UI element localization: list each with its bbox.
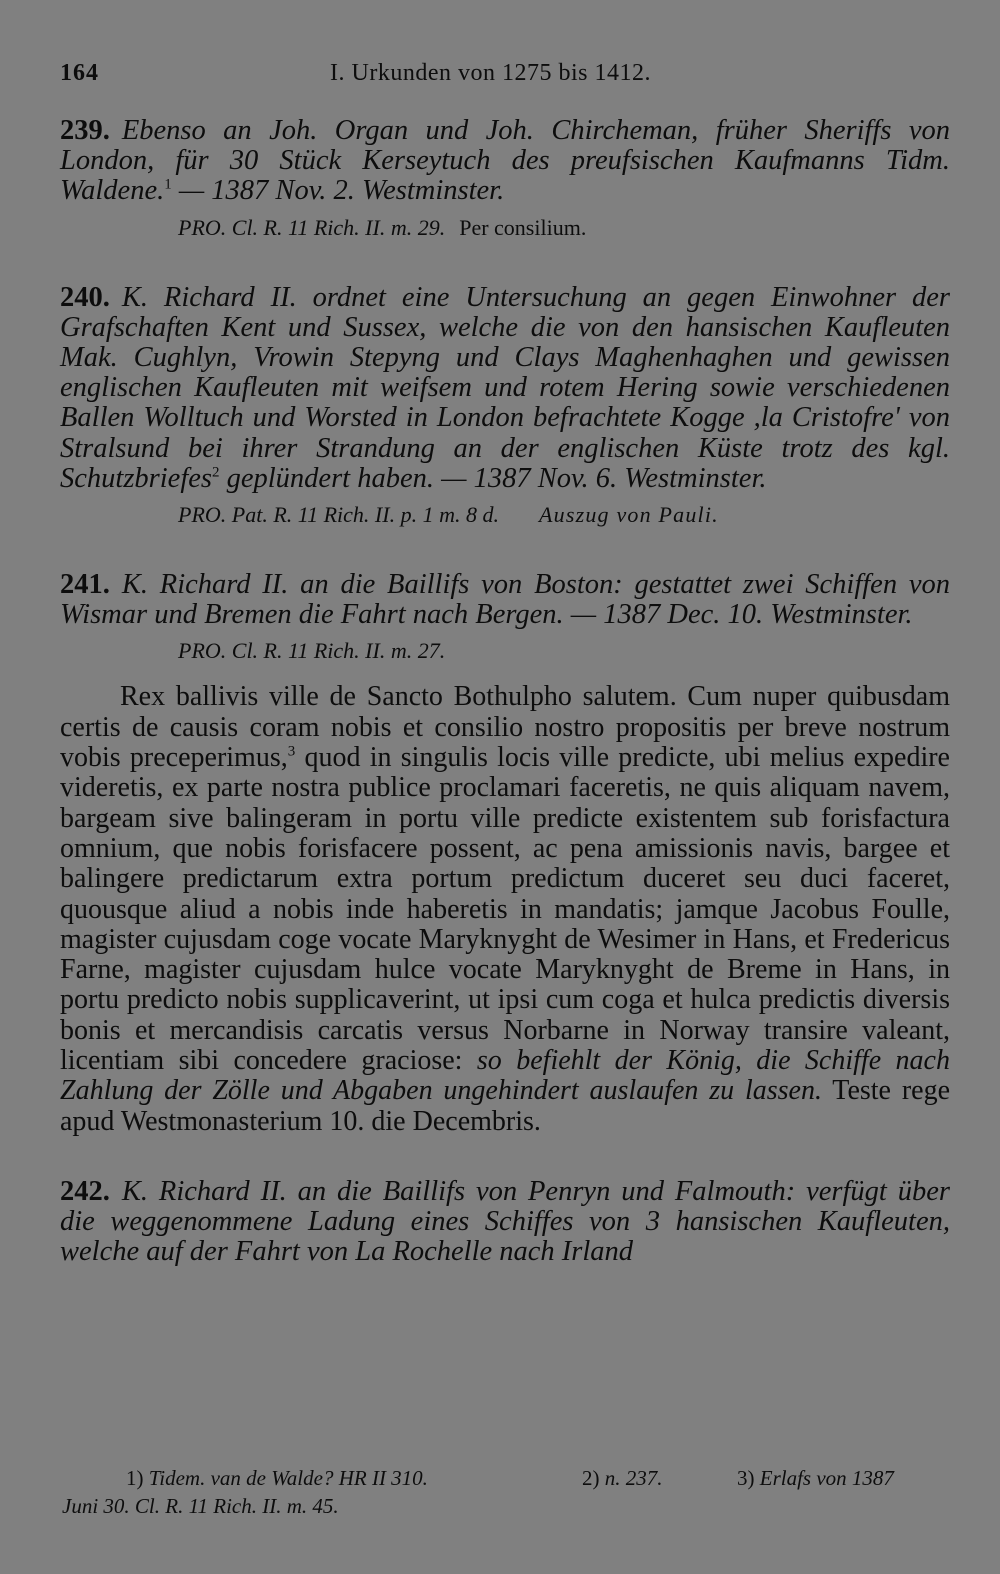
footnote-text: n. 237. <box>604 1466 663 1490</box>
page-number: 164 <box>60 60 99 86</box>
reference-note: Auszug von Pauli. <box>538 502 719 528</box>
entry-242 <box>60 1177 950 1268</box>
footnote-3-continuation: Juni 30. Cl. R. 11 Rich. II. m. 45. <box>62 1494 339 1518</box>
entry-text: Ebenso an Joh. Organ und Joh. Chircheman, früher Sheriffs von London, für 30 Stück Kerseytuch des preufsischen Kaufmanns Tidm. Waldene. <box>60 115 950 207</box>
latin-document-text <box>60 682 950 1136</box>
footnote-row <box>62 1464 952 1492</box>
entry-240 <box>60 283 950 530</box>
entry-241 <box>60 570 950 666</box>
footnote-text: Tidem. van de Walde? HR II 310. <box>148 1466 428 1490</box>
footnote-number: 2) <box>582 1466 600 1490</box>
entry-number: 241. <box>60 569 110 601</box>
entry-number: 239. <box>60 115 110 146</box>
footnotes <box>62 1464 952 1520</box>
entry-number: 240. <box>60 281 110 313</box>
footnote-1 <box>126 1464 428 1492</box>
latin-text-part: Teste rege apud Westmonasterium 10. die Decembris. <box>60 1075 950 1137</box>
source-reference <box>178 213 950 243</box>
footnote-number: 3) <box>737 1466 755 1490</box>
entry-text: K. Richard II. an die Baillifs von Penryn und Falmouth: verfügt über die weggenommene Ladung eines Schiffes von 3 hansischen Kaufleuten, welche auf der Fahrt von La Rochelle nach Irland <box>60 1175 950 1268</box>
entry-summary <box>60 570 950 630</box>
reference-text: PRO. Pat. R. 11 Rich. II. p. 1 m. 8 d. <box>178 502 499 528</box>
footnote-3 <box>737 1464 894 1492</box>
latin-text-part: Rex ballivis ville de Sancto Bothulpho salutem. Cum nuper quibusdam certis de causis coram nobis et consilio nostro propositis per breve nostrum vobis preceperimus, <box>60 681 950 774</box>
reference-text: PRO. Cl. R. 11 Rich. II. m. 27. <box>178 638 446 664</box>
latin-text-part: quod in singulis locis ville predicte, ubi melius expedire videretis, ex parte nostra publice proclamari faceretis, ne quis aliquam navem, bargeam sive balingeram in portu ville predicte existentem sub forisfactura omnium, que nobis forisfacere possent, ac pena amissionis navis, bargee et balingere predictarum extra portum predictum duceret seu duci faceret, quousque aliud a nobis inde haberetis in mandatis; jamque Jacobus Foulle, magister cujusdam coge vocate Maryknyght de Wesimer in Hans, et Fredericus Farne, magister cujusdam hulce vocate Maryknyght de Breme in Hans, in portu predicto nobis supplicaverint, ut ipsi cum coga et hulca predictis diversis bonis et mercandisis carcatis versus Norbarne in Norway transire valeant, licentiam sibi concedere graciose: <box>60 742 950 1076</box>
reference-text: PRO. Cl. R. 11 Rich. II. m. 29. <box>178 214 446 240</box>
page-header <box>60 54 950 94</box>
entry-text: K. Richard II. ordnet eine Untersuchung an gegen Einwohner der Grafschaften Kent und Sussex, welche die von den hansischen Kaufleuten Mak. Cughlyn, Vrowin Stepyng und Clays Maghenhaghen und gewissen englischen Kaufleuten mit weifsem und rotem Hering sowie verschiedenen Ballen Wolltuch und Worsted in London befrachtete Kogge ,la Cristofre' von Stralsund bei ihrer Strandung an der englischen Küste trotz des kgl. Schutzbriefes <box>60 281 950 494</box>
footnote-mark: 1 <box>164 176 172 193</box>
source-reference <box>178 500 950 530</box>
entry-date: geplündert haben. — 1387 Nov. 6. Westminster. <box>219 462 767 494</box>
entry-summary <box>60 1177 950 1268</box>
footnote-mark: 3 <box>287 743 296 760</box>
footnote-mark: 2 <box>211 464 220 481</box>
reference-note: Per consilium. <box>459 214 587 240</box>
entry-summary <box>60 116 950 207</box>
page <box>60 54 950 1268</box>
entry-239 <box>60 116 950 243</box>
entry-date: — 1387 Nov. 2. Westminster. <box>171 175 505 207</box>
footnote-text: Erlafs von 1387 <box>759 1466 894 1490</box>
entry-text: K. Richard II. an die Baillifs von Boston: gestattet zwei Schiffen von Wismar und Bremen die Fahrt nach Bergen. — 1387 Dec. 10. Westminster. <box>60 569 950 631</box>
footnote-number: 1) <box>126 1466 144 1490</box>
source-reference <box>178 636 950 666</box>
entry-number: 242. <box>60 1175 110 1207</box>
footnote-2 <box>582 1464 663 1492</box>
german-summary-inline: so befiehlt der König, die Schiffe nach Zahlung der Zölle und Abgaben ungehindert auslaufen zu lassen. <box>60 1045 950 1107</box>
entry-summary <box>60 283 950 494</box>
running-title: I. Urkunden von 1275 bis 1412. <box>330 60 651 86</box>
